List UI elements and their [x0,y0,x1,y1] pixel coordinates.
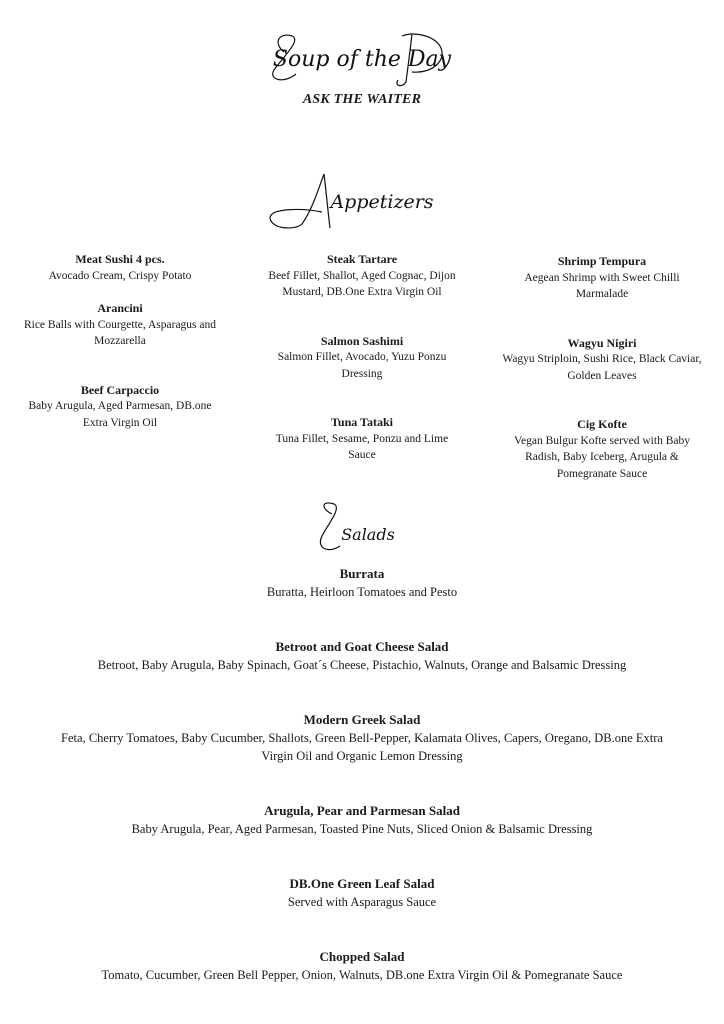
appetizers-heading-text: Appetizers [330,191,434,213]
salads-heading-text: Salads [341,525,395,544]
menu-item [0,565,724,601]
item-name: DB.One Green Leaf Salad [289,876,435,891]
menu-item [502,335,702,385]
item-name: Burrata [339,566,385,581]
item-name: Cig Kofte [577,417,627,431]
soup-heading [0,22,724,92]
soup-heading-text: Soup of the Day [272,47,452,72]
item-name: Beef Carpaccio [80,382,160,397]
item-description: Tomato, Cucumber, Green Bell Pepper, Onion, Walnuts, DB.one Extra Virgin Oil & Pomegranate Sauce [101,968,623,982]
menu-item [20,382,220,432]
menu-item [262,414,462,464]
item-name: Wagyu Nigiri [567,335,637,350]
item-name: Arancini [97,301,143,315]
menu-item [20,300,220,350]
salads-heading [0,500,724,560]
item-description: Feta, Cherry Tomatoes, Baby Cucumber, Shallots, Green Bell-Pepper, Kalamata Olives, Capers, Oregano, DB.one Extra Virgin Oil and Organic Lemon Dressing [61,731,663,763]
item-description: Baby Arugula, Aged Parmesan, DB.one Extra Virgin Oil [28,400,212,429]
soup-heading-script [262,22,462,92]
item-name: Meat Sushi 4 pcs. [75,252,165,266]
menu-item [20,251,220,284]
item-description: Vegan Bulgur Kofte served with Baby Radish, Baby Iceberg, Arugula & Pomegranate Sauce [514,434,690,480]
menu-item [0,875,724,911]
menu-item [502,253,702,303]
menu-item [52,711,672,765]
appetizers-right-column [502,253,702,482]
item-description: Buratta, Heirloon Tomatoes and Pesto [266,585,458,599]
menu-item [262,251,462,301]
script-flourish-s [320,503,340,550]
menu-item [0,638,724,674]
item-description: Rice Balls with Courgette, Asparagus and Mozzarella [23,318,217,347]
item-name: Arugula, Pear and Parmesan Salad [264,803,460,818]
item-name: Shrimp Tempura [557,254,647,268]
item-name: Steak Tartare [326,252,398,266]
menu-item [0,948,724,984]
menu-item [0,802,724,838]
item-description: Served with Asparagus Sauce [287,895,437,909]
item-description: Baby Arugula, Pear, Aged Parmesan, Toasted Pine Nuts, Sliced Onion & Balsamic Dressing [131,822,593,836]
item-description: Tuna Fillet, Sesame, Ponzu and Lime Sauce [275,432,449,461]
script-flourish-a [270,174,330,228]
item-name: Betroot and Goat Cheese Salad [275,639,449,654]
appetizers-center-column [262,251,462,464]
item-description: Wagyu Striploin, Sushi Rice, Black Caviar, Golden Leaves [502,353,702,382]
item-description: Aegean Shrimp with Sweet Chilli Marmalade [524,271,680,300]
appetizers-heading [0,168,724,238]
salads-heading-script [302,500,422,560]
item-description: Salmon Fillet, Avocado, Yuzu Ponzu Dressing [277,351,447,380]
item-description: Avocado Cream, Crispy Potato [48,269,192,282]
item-name: Chopped Salad [319,949,405,964]
item-name: Modern Greek Salad [303,712,421,727]
soup-note: ASK THE WAITER [302,92,422,107]
item-description: Beef Fillet, Shallot, Aged Cognac, Dijon Mustard, DB.One Extra Virgin Oil [268,269,456,298]
appetizers-heading-script [262,168,462,238]
menu-item [502,416,702,482]
menu-item [262,333,462,383]
item-name: Salmon Sashimi [320,333,404,348]
item-name: Tuna Tataki [331,415,393,429]
item-description: Betroot, Baby Arugula, Baby Spinach, Goat´s Cheese, Pistachio, Walnuts, Orange and Balsamic Dressing [97,658,627,672]
appetizers-left-column [20,251,220,431]
